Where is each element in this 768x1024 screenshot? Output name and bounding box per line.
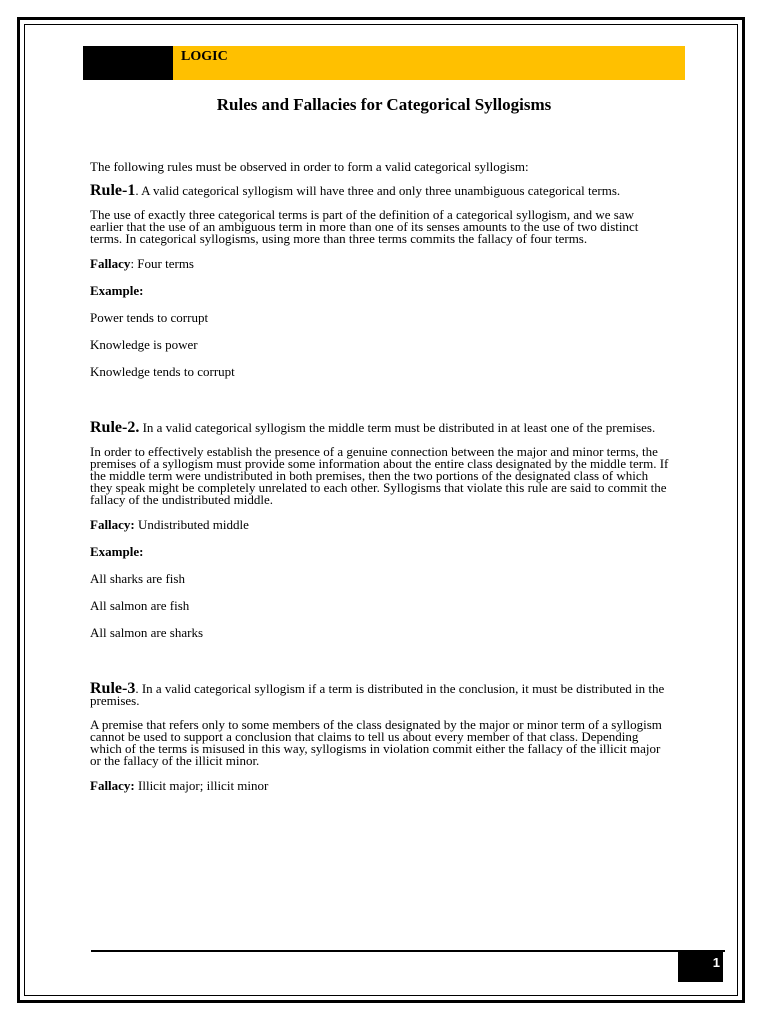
rule-3-fallacy-value: Illicit major; illicit minor [134, 778, 269, 793]
rule-2-example-line: All sharks are fish [90, 571, 185, 586]
document-body [90, 160, 670, 806]
intro-paragraph: The following rules must be observed in order to form a valid categorical syllogism: [90, 159, 529, 174]
rule-3-text: . In a valid categorical syllogism if a term is distributed in the conclusion, it must be distributed in the premises. [90, 681, 665, 708]
page-number-box [678, 952, 723, 982]
rule-1-example-line: Knowledge tends to corrupt [90, 364, 235, 379]
rule-1-example-line: Power tends to corrupt [90, 310, 209, 325]
rule-2-text: In a valid categorical syllogism the middle term must be distributed in at least one of the premises. [139, 420, 656, 435]
header-gold-bar [173, 46, 685, 80]
header-black-block [83, 46, 173, 80]
rule-3-fallacy-label: Fallacy: [90, 778, 135, 793]
footer-rule [91, 950, 725, 952]
rule-1-fallacy [90, 257, 670, 270]
rule-2-explanation: In order to effectively establish the presence of a genuine connection between the major and minor terms, the premises of a syllogism must provide some information about the entire class designated by the middle term. If the middle term were undistributed in both premises, then the two portions of the designated class of which they speak might be completely unrelated to each other. Syllogisms that violate this rule are said to commit the fallacy of the undistributed middle. [90, 444, 669, 507]
rule-1-fallacy-value: : Four terms [130, 256, 194, 271]
rule-1-statement [90, 182, 670, 199]
rule-2-fallacy-value: Undistributed middle [134, 517, 249, 532]
rule-2-fallacy-label: Fallacy: [90, 517, 135, 532]
page-title: Rules and Fallacies for Categorical Syllogisms [216, 95, 552, 114]
page-number: 1 [712, 955, 720, 970]
rule-2-example-line: All salmon are fish [90, 598, 190, 613]
rule-1-heading: Rule-1 [90, 182, 136, 199]
rule-3-statement [90, 680, 670, 708]
section-gap [90, 653, 670, 683]
rule-1-example-line: Knowledge is power [90, 337, 198, 352]
rule-3-heading: Rule-3 [90, 680, 136, 697]
section-gap [90, 392, 670, 422]
rule-2-statement [90, 419, 670, 436]
rule-2-example-line: All salmon are sharks [90, 625, 204, 640]
rule-2-fallacy [90, 518, 670, 531]
rule-2-example-label: Example: [90, 544, 144, 559]
header-label: LOGIC [181, 49, 228, 64]
rule-1-fallacy-label: Fallacy [90, 256, 131, 271]
rule-3-fallacy [90, 779, 670, 792]
rule-3-explanation: A premise that refers only to some members of the class designated by the major or minor term of a syllogism cannot be used to support a conclusion that claims to tell us about every member of that class. Depending which of the terms is misused in this way, syllogisms in violation commit either the fallacy of the illicit major or the fallacy of the illicit minor. [90, 717, 662, 768]
rule-2-heading: Rule-2. [90, 419, 140, 436]
rule-1-text: . A valid categorical syllogism will have three and only three unambiguous categorical terms. [135, 183, 621, 198]
rule-1-explanation: The use of exactly three categorical terms is part of the definition of a categorical syllogism, and we saw earlier that the use of an ambiguous term in more than one of its senses amounts to the use of two distinct terms. In categorical syllogisms, using more than three terms commits the fallacy of four terms. [90, 207, 639, 246]
rule-1-example-label: Example: [90, 283, 144, 298]
